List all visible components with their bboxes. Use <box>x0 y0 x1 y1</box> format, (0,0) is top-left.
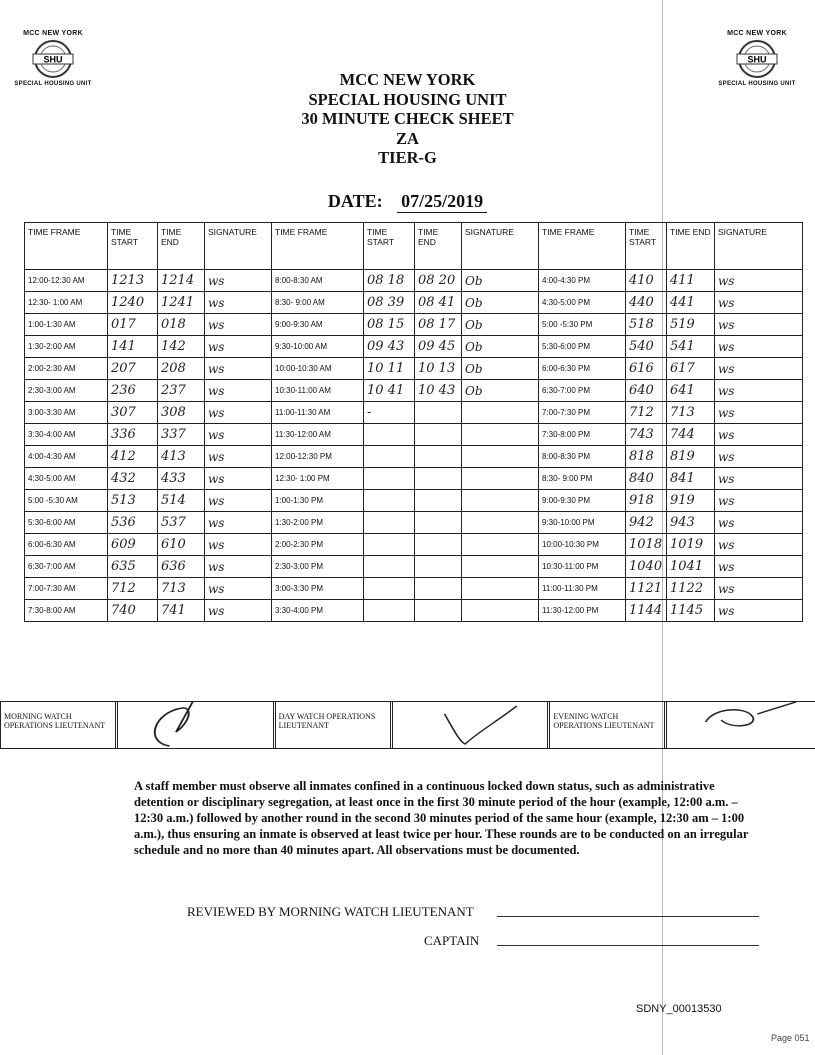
time-end-cell: 018 <box>158 314 205 336</box>
time-frame-cell: 1:00-1:30 AM <box>25 314 108 336</box>
signature-cell: Ob <box>462 336 539 358</box>
time-end-cell: 943 <box>667 512 715 534</box>
time-frame-cell: 2:30-3:00 AM <box>25 380 108 402</box>
time-frame-cell: 9:30-10:00 AM <box>272 336 364 358</box>
time-start-cell: 918 <box>626 490 667 512</box>
column-header: TIME START <box>364 223 415 270</box>
signature-cell: ws <box>205 446 272 468</box>
table-row <box>25 358 803 380</box>
time-end-cell: 744 <box>667 424 715 446</box>
signature-cell <box>462 446 539 468</box>
time-frame-cell: 11:30-12:00 PM <box>539 600 626 622</box>
time-end-cell: 08 41 <box>415 292 462 314</box>
signature-cell: ws <box>715 556 803 578</box>
signature-cell: ws <box>205 314 272 336</box>
evening-watch-signature-box <box>664 702 815 748</box>
time-end-cell <box>415 446 462 468</box>
time-end-cell: 208 <box>158 358 205 380</box>
table-row <box>25 600 803 622</box>
review-lieutenant-signature-line <box>497 916 759 917</box>
time-frame-cell: 4:00-4:30 PM <box>539 270 626 292</box>
column-header: TIME END <box>415 223 462 270</box>
time-frame-cell: 6:30-7:00 AM <box>25 556 108 578</box>
column-header: TIME START <box>108 223 158 270</box>
signature-cell: ws <box>205 512 272 534</box>
time-start-cell: 10 41 <box>364 380 415 402</box>
time-frame-cell: 12:30- 1:00 AM <box>25 292 108 314</box>
signature-cell: ws <box>205 600 272 622</box>
column-header: TIME FRAME <box>25 223 108 270</box>
time-end-cell: 841 <box>667 468 715 490</box>
signature-cell <box>462 512 539 534</box>
column-header: TIME FRAME <box>272 223 364 270</box>
time-frame-cell: 3:00-3:30 AM <box>25 402 108 424</box>
table-row <box>25 314 803 336</box>
time-start-cell: 09 43 <box>364 336 415 358</box>
time-end-cell <box>415 512 462 534</box>
handwritten-signature-icon <box>667 702 815 748</box>
time-start-cell: 818 <box>626 446 667 468</box>
signature-cell: Ob <box>462 380 539 402</box>
date-label: DATE: <box>327 191 383 211</box>
signature-cell: ws <box>205 358 272 380</box>
time-start-cell: 08 39 <box>364 292 415 314</box>
signature-cell: ws <box>715 292 803 314</box>
signature-cell: Ob <box>462 314 539 336</box>
time-frame-cell: 8:00-8:30 AM <box>272 270 364 292</box>
page-number: Page 051 <box>771 1033 810 1043</box>
time-start-cell <box>364 556 415 578</box>
signature-cell <box>462 556 539 578</box>
policy-note: A staff member must observe all inmates confined in a continuous locked down status, such as administrative detention or disciplinary segregation, at least once in the first 30 minute period of the hour (example, 12:00 a.m. – 12:30 a.m.) followed by another round in the second 30 minutes period of the same hour (example, 12:30 am – 1:00 a.m.), thus ensuring an inmate is observed at least twice per hour. These rounds are to be conducted on an irregular schedule and no more than 40 minutes apart. All observations must be documented. <box>134 779 749 857</box>
time-start-cell: 540 <box>626 336 667 358</box>
time-end-cell: 819 <box>667 446 715 468</box>
signature-cell: ws <box>205 468 272 490</box>
day-watch-label: DAY WATCH OPERATIONS LIEUTENANT <box>278 712 376 730</box>
time-end-cell <box>415 468 462 490</box>
time-start-cell: 740 <box>108 600 158 622</box>
time-frame-cell: 1:30-2:00 PM <box>272 512 364 534</box>
table-row <box>25 292 803 314</box>
time-start-cell: 635 <box>108 556 158 578</box>
time-frame-cell: 10:30-11:00 AM <box>272 380 364 402</box>
time-frame-cell: 6:00-6:30 AM <box>25 534 108 556</box>
signature-cell <box>462 534 539 556</box>
logo-center-text: SHU <box>747 54 767 65</box>
column-header: TIME END <box>667 223 715 270</box>
time-end-cell: 1145 <box>667 600 715 622</box>
time-frame-cell: 9:00-9:30 PM <box>539 490 626 512</box>
time-frame-cell: 8:30- 9:00 AM <box>272 292 364 314</box>
time-end-cell: 433 <box>158 468 205 490</box>
time-start-cell: 336 <box>108 424 158 446</box>
time-frame-cell: 11:30-12:00 AM <box>272 424 364 446</box>
table-row <box>25 490 803 512</box>
time-frame-cell: 7:30-8:00 PM <box>539 424 626 446</box>
signature-cell: ws <box>205 534 272 556</box>
date-value: 07/25/2019 <box>397 191 487 213</box>
time-start-cell: 743 <box>626 424 667 446</box>
signature-cell <box>462 490 539 512</box>
signature-cell: ws <box>715 336 803 358</box>
signature-cell: ws <box>715 600 803 622</box>
column-header: TIME END <box>158 223 205 270</box>
signature-cell: ws <box>205 270 272 292</box>
time-end-cell: 537 <box>158 512 205 534</box>
handwritten-signature-icon <box>393 702 548 748</box>
title-line: TIER-G <box>378 148 437 167</box>
time-start-cell: 08 18 <box>364 270 415 292</box>
time-end-cell <box>415 490 462 512</box>
signature-cell <box>462 578 539 600</box>
table-row <box>25 336 803 358</box>
time-frame-cell: 6:00-6:30 PM <box>539 358 626 380</box>
time-start-cell: 236 <box>108 380 158 402</box>
time-end-cell: 919 <box>667 490 715 512</box>
time-start-cell <box>364 424 415 446</box>
time-end-cell: 413 <box>158 446 205 468</box>
time-start-cell <box>364 468 415 490</box>
column-header: SIGNATURE <box>462 223 539 270</box>
time-frame-cell: 3:30-4:00 PM <box>272 600 364 622</box>
table-row <box>25 446 803 468</box>
title-line: 30 MINUTE CHECK SHEET <box>301 109 514 128</box>
column-header: SIGNATURE <box>205 223 272 270</box>
time-end-cell: 337 <box>158 424 205 446</box>
column-header: SIGNATURE <box>715 223 803 270</box>
time-start-cell: 1240 <box>108 292 158 314</box>
time-end-cell: 10 13 <box>415 358 462 380</box>
signature-cell: ws <box>715 314 803 336</box>
time-end-cell: 514 <box>158 490 205 512</box>
time-frame-cell: 8:00-8:30 PM <box>539 446 626 468</box>
signature-cell: ws <box>205 490 272 512</box>
signature-cell <box>462 424 539 446</box>
time-frame-cell: 10:00-10:30 AM <box>272 358 364 380</box>
time-start-cell: 1121 <box>626 578 667 600</box>
time-start-cell: 942 <box>626 512 667 534</box>
handwritten-signature-icon <box>118 702 273 748</box>
time-end-cell: 10 43 <box>415 380 462 402</box>
time-end-cell: 519 <box>667 314 715 336</box>
logo-top-text: MCC NEW YORK <box>23 30 83 37</box>
time-frame-cell: 2:30-3:00 PM <box>272 556 364 578</box>
signature-cell: ws <box>715 424 803 446</box>
time-end-cell: 713 <box>158 578 205 600</box>
time-frame-cell: 12:00-12:30 PM <box>272 446 364 468</box>
time-start-cell: 1040 <box>626 556 667 578</box>
time-end-cell: 636 <box>158 556 205 578</box>
time-end-cell: 237 <box>158 380 205 402</box>
table-body <box>25 270 803 622</box>
time-end-cell: 1041 <box>667 556 715 578</box>
signature-cell: ws <box>205 578 272 600</box>
table-row <box>25 402 803 424</box>
time-start-cell: 536 <box>108 512 158 534</box>
captain-label: CAPTAIN <box>424 933 480 948</box>
signature-cell: ws <box>205 336 272 358</box>
logo-center-text: SHU <box>43 54 63 65</box>
signature-cell <box>462 402 539 424</box>
signature-cell: ws <box>715 512 803 534</box>
time-start-cell: 1144 <box>626 600 667 622</box>
signature-cell: ws <box>205 402 272 424</box>
column-header: TIME FRAME <box>539 223 626 270</box>
time-frame-cell: 5:30-6:00 AM <box>25 512 108 534</box>
time-frame-cell: 4:30-5:00 AM <box>25 468 108 490</box>
time-frame-cell: 10:30-11:00 PM <box>539 556 626 578</box>
signature-cell: Ob <box>462 270 539 292</box>
time-frame-cell: 7:00-7:30 PM <box>539 402 626 424</box>
table-row <box>25 270 803 292</box>
time-frame-cell: 8:30- 9:00 PM <box>539 468 626 490</box>
time-frame-cell: 2:00-2:30 PM <box>272 534 364 556</box>
time-end-cell: 617 <box>667 358 715 380</box>
table-row <box>25 424 803 446</box>
day-watch-signature-box <box>390 702 551 748</box>
signature-cell <box>462 600 539 622</box>
time-frame-cell: 7:30-8:00 AM <box>25 600 108 622</box>
signature-cell: ws <box>715 380 803 402</box>
signature-cell: ws <box>205 380 272 402</box>
time-end-cell: 741 <box>158 600 205 622</box>
time-frame-cell: 12:30- 1:00 PM <box>272 468 364 490</box>
time-start-cell: 1018 <box>626 534 667 556</box>
time-start-cell: 017 <box>108 314 158 336</box>
time-end-cell: 1019 <box>667 534 715 556</box>
time-end-cell: 1122 <box>667 578 715 600</box>
time-frame-cell: 4:30-5:00 PM <box>539 292 626 314</box>
signature-cell: ws <box>715 468 803 490</box>
bates-number: SDNY_00013530 <box>636 1003 722 1015</box>
time-end-cell: 142 <box>158 336 205 358</box>
time-end-cell: 09 45 <box>415 336 462 358</box>
time-end-cell <box>415 424 462 446</box>
time-frame-cell: 9:00-9:30 AM <box>272 314 364 336</box>
time-start-cell: 712 <box>626 402 667 424</box>
time-frame-cell: 10:00-10:30 PM <box>539 534 626 556</box>
morning-watch-label: MORNING WATCH OPERATIONS LIEUTENANT <box>4 712 106 730</box>
time-frame-cell: 7:00-7:30 AM <box>25 578 108 600</box>
evening-watch-label: EVENING WATCH OPERATIONS LIEUTENANT <box>553 712 655 730</box>
signature-cell: ws <box>715 446 803 468</box>
check-sheet-table <box>24 222 803 622</box>
time-start-cell: 10 11 <box>364 358 415 380</box>
signature-cell <box>462 468 539 490</box>
time-start-cell: 840 <box>626 468 667 490</box>
time-end-cell: 641 <box>667 380 715 402</box>
table-row <box>25 468 803 490</box>
logo-bottom-text: SPECIAL HOUSING UNIT <box>718 81 796 87</box>
time-start-cell: 616 <box>626 358 667 380</box>
table-row <box>25 512 803 534</box>
signature-cell: Ob <box>462 358 539 380</box>
signature-cell: ws <box>715 358 803 380</box>
time-frame-cell: 4:00-4:30 AM <box>25 446 108 468</box>
time-frame-cell: 5:30-6:00 PM <box>539 336 626 358</box>
time-frame-cell: 11:00-11:30 PM <box>539 578 626 600</box>
time-start-cell: 141 <box>108 336 158 358</box>
time-frame-cell: 1:30-2:00 AM <box>25 336 108 358</box>
table-row <box>25 380 803 402</box>
table-row <box>25 534 803 556</box>
time-frame-cell: 2:00-2:30 AM <box>25 358 108 380</box>
time-start-cell: 518 <box>626 314 667 336</box>
time-start-cell <box>364 446 415 468</box>
time-frame-cell: 1:00-1:30 PM <box>272 490 364 512</box>
time-end-cell <box>415 600 462 622</box>
signature-cell: ws <box>205 556 272 578</box>
signature-cell: ws <box>715 402 803 424</box>
time-start-cell <box>364 490 415 512</box>
signature-cell: ws <box>715 270 803 292</box>
signature-cell: ws <box>205 424 272 446</box>
logo-bottom-text: SPECIAL HOUSING UNIT <box>14 81 92 87</box>
signature-cell: ws <box>715 578 803 600</box>
table-header-row <box>25 223 803 270</box>
time-frame-cell: 6:30-7:00 PM <box>539 380 626 402</box>
captain-signature-line <box>497 945 759 946</box>
time-start-cell: 307 <box>108 402 158 424</box>
time-start-cell: 712 <box>108 578 158 600</box>
signature-cell: ws <box>205 292 272 314</box>
time-end-cell: 08 17 <box>415 314 462 336</box>
time-start-cell: 08 15 <box>364 314 415 336</box>
time-frame-cell: 12:00-12:30 AM <box>25 270 108 292</box>
time-end-cell: 411 <box>667 270 715 292</box>
time-start-cell: - <box>364 402 415 424</box>
time-end-cell <box>415 556 462 578</box>
time-start-cell: 412 <box>108 446 158 468</box>
time-end-cell <box>415 402 462 424</box>
time-start-cell: 640 <box>626 380 667 402</box>
time-end-cell: 08 20 <box>415 270 462 292</box>
time-frame-cell: 3:00-3:30 PM <box>272 578 364 600</box>
time-start-cell <box>364 512 415 534</box>
time-start-cell <box>364 534 415 556</box>
time-start-cell: 440 <box>626 292 667 314</box>
title-line: ZA <box>396 128 419 148</box>
title-line: MCC NEW YORK <box>339 70 476 89</box>
time-start-cell: 513 <box>108 490 158 512</box>
time-start-cell: 432 <box>108 468 158 490</box>
table-row <box>25 578 803 600</box>
time-end-cell <box>415 534 462 556</box>
table-row <box>25 556 803 578</box>
time-start-cell <box>364 600 415 622</box>
time-start-cell: 1213 <box>108 270 158 292</box>
time-frame-cell: 11:00-11:30 AM <box>272 402 364 424</box>
signature-cell: ws <box>715 534 803 556</box>
time-end-cell: 441 <box>667 292 715 314</box>
column-header: TIME START <box>626 223 667 270</box>
time-end-cell: 541 <box>667 336 715 358</box>
time-start-cell: 609 <box>108 534 158 556</box>
morning-watch-signature-box <box>115 702 276 748</box>
signature-cell: Ob <box>462 292 539 314</box>
title-line: SPECIAL HOUSING UNIT <box>308 89 507 109</box>
page-title <box>0 70 815 168</box>
watch-lieutenant-signatures <box>0 701 815 749</box>
time-end-cell <box>415 578 462 600</box>
time-start-cell <box>364 578 415 600</box>
time-end-cell: 713 <box>667 402 715 424</box>
time-frame-cell: 5:00 -5:30 PM <box>539 314 626 336</box>
review-lieutenant-label: REVIEWED BY MORNING WATCH LIEUTENANT <box>187 904 474 919</box>
time-start-cell: 207 <box>108 358 158 380</box>
logo-top-text: MCC NEW YORK <box>727 30 787 37</box>
time-start-cell: 410 <box>626 270 667 292</box>
date-line <box>0 191 815 213</box>
time-end-cell: 308 <box>158 402 205 424</box>
time-frame-cell: 3:30-4:00 AM <box>25 424 108 446</box>
time-end-cell: 1241 <box>158 292 205 314</box>
time-frame-cell: 9:30-10:00 PM <box>539 512 626 534</box>
time-frame-cell: 5:00 -5:30 AM <box>25 490 108 512</box>
time-end-cell: 610 <box>158 534 205 556</box>
signature-cell: ws <box>715 490 803 512</box>
time-end-cell: 1214 <box>158 270 205 292</box>
